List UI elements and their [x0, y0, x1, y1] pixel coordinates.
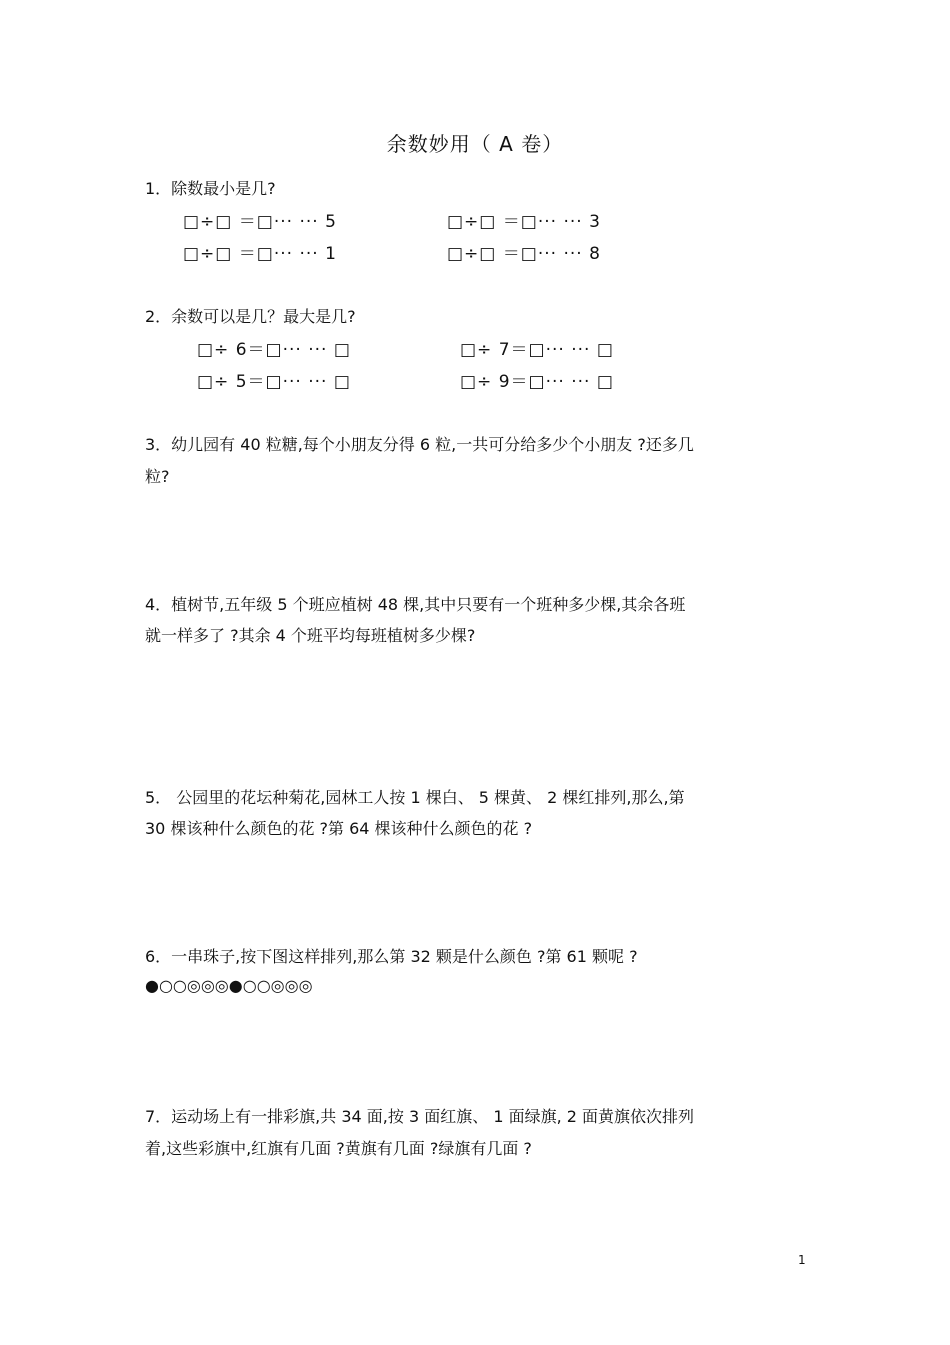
question-7-line: 7．运动场上有一排彩旗,共 34 面,按 3 面红旗、 1 面绿旗, 2 面黄旗依次排列	[145, 1107, 695, 1126]
question-7-line: 着,这些彩旗中,红旗有几面 ?黄旗有几面 ?绿旗有几面 ?	[145, 1139, 532, 1158]
question-4-line: 就一样多了 ?其余 4 个班平均每班植树多少棵?	[145, 626, 476, 645]
question-4-line: 4．植树节,五年级 5 个班应植树 48 棵,其中只要有一个班种多少棵,其余各班	[145, 595, 686, 614]
bead-sequence: ●○○◎◎◎●○○◎◎◎	[145, 976, 313, 995]
question-2-stem: 2．余数可以是几？最大是几?	[145, 307, 356, 326]
question-3-line: 3．幼儿园有 40 粒糖,每个小朋友分得 6 粒,一共可分给多少个小朋友 ?还多几	[145, 435, 694, 454]
question-3-line: 粒?	[145, 467, 170, 486]
page-number: 1	[798, 1253, 806, 1267]
question-5-line: 30 棵该种什么颜色的花 ?第 64 棵该种什么颜色的花 ?	[145, 819, 533, 838]
q1-equation: □÷□ ＝□··· ··· 3	[447, 212, 601, 232]
q1-equation: □÷□ ＝□··· ··· 1	[183, 244, 337, 264]
question-6-line: 6．一串珠子,按下图这样排列,那么第 32 颗是什么颜色 ?第 61 颗呢 ?	[145, 947, 638, 966]
question-5-line: 5． 公园里的花坛种菊花,园林工人按 1 棵白、 5 棵黄、 2 棵红排列,那么,第	[145, 788, 685, 807]
question-1-stem: 1．除数最小是几?	[145, 179, 276, 198]
page-title: 余数妙用（ A 卷）	[386, 132, 564, 156]
q2-equation: □÷ 5＝□··· ··· □	[197, 372, 351, 392]
q2-equation: □÷ 6＝□··· ··· □	[197, 340, 351, 360]
q1-equation: □÷□ ＝□··· ··· 8	[447, 244, 601, 264]
q2-equation: □÷ 9＝□··· ··· □	[460, 372, 614, 392]
q1-equation: □÷□ ＝□··· ··· 5	[183, 212, 337, 232]
q2-equation: □÷ 7＝□··· ··· □	[460, 340, 614, 360]
